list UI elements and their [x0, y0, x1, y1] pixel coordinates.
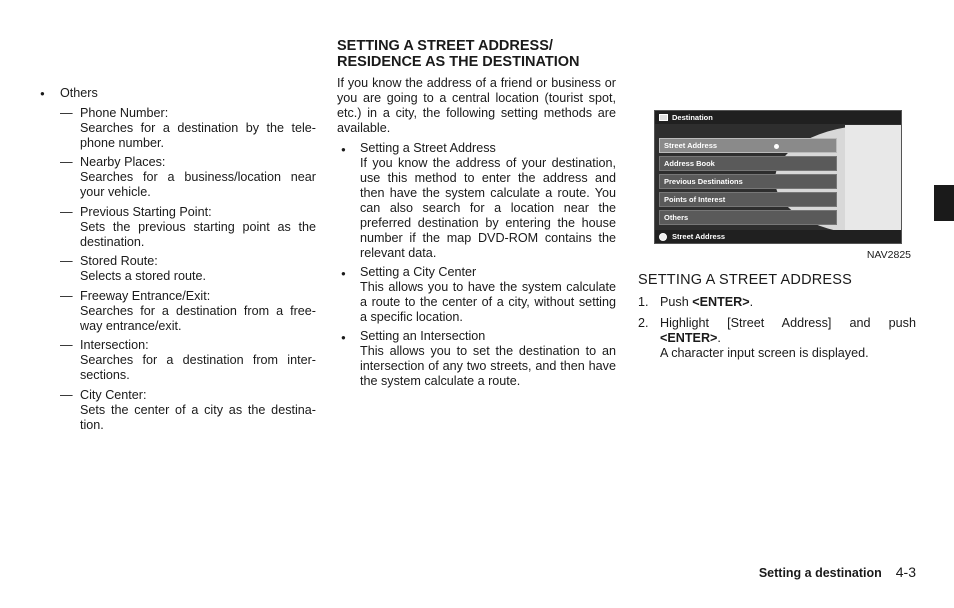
heading-line: SETTING A STREET ADDRESS/: [337, 38, 553, 54]
section-heading: [337, 38, 616, 70]
item-description: Sets the center of a city as the destina-tion.: [80, 402, 316, 432]
step-result: A character input screen is displayed.: [660, 346, 869, 360]
item-description: Selects a stored route.: [80, 269, 207, 283]
dash-mark: —: [60, 155, 73, 169]
list-item: [337, 329, 616, 389]
item-description: Searches for a destination by the tele-phone number.: [80, 120, 316, 150]
dash-mark: —: [60, 288, 73, 303]
screen-title-bar: [655, 111, 901, 124]
step-text-part: Highlight [Street Address] and push: [660, 316, 916, 330]
screen-title: Destination: [672, 113, 713, 122]
step-text: [660, 316, 916, 346]
dash-mark: —: [60, 254, 73, 268]
heading-line: RESIDENCE AS THE DESTINATION: [337, 54, 580, 70]
bullet-description: If you know the address of your destination, use this method to enter the address and then have the system calculate a route. You can also search for a location near the preferred destination by entering the house number if the map DVD-ROM contains the relevant data.: [360, 156, 616, 260]
page-footer: [759, 564, 916, 580]
right-column: [638, 272, 916, 367]
menu-item-points-of-interest: Points of Interest: [659, 192, 837, 207]
step-2: [638, 316, 916, 361]
list-item: [40, 388, 316, 433]
navigation-screen-figure: [654, 110, 902, 244]
dash-mark: —: [60, 105, 73, 120]
item-description: Sets the previous starting point as the destination.: [80, 219, 316, 249]
list-item: [40, 106, 316, 151]
step-text-part: Push: [660, 295, 693, 309]
list-item: [40, 155, 316, 200]
item-label: Freeway Entrance/Exit:: [80, 288, 211, 303]
list-item: [40, 289, 316, 334]
list-item: [40, 338, 316, 383]
selection-dot: [774, 144, 779, 149]
step-number: 1.: [638, 295, 649, 309]
item-label: City Center:: [80, 387, 147, 402]
intro-paragraph: If you know the address of a friend or business or you are going to a central location (tourist spot, etc.) in a city, the following setting methods are available.: [337, 76, 616, 135]
list-item: [40, 205, 316, 250]
bullet-label: ● Setting a Street Address: [360, 141, 496, 155]
list-item: [337, 265, 616, 325]
item-label: Nearby Places:: [80, 155, 166, 169]
left-column: [40, 86, 316, 433]
step-text-end: .: [749, 295, 754, 309]
map-edge: [845, 125, 902, 235]
list-item: [40, 254, 316, 284]
bullet-label: ● Setting a City Center: [360, 265, 477, 279]
step-number: 2.: [638, 316, 649, 330]
others-bullet: ● Others: [40, 86, 316, 101]
item-label: Stored Route:: [80, 254, 158, 268]
screen-menu: [659, 138, 837, 228]
info-icon: [659, 233, 667, 241]
item-description: Searches for a destination from inter-sections.: [80, 353, 316, 382]
dash-mark: —: [60, 338, 73, 352]
item-label: Previous Starting Point:: [80, 204, 212, 219]
step-text-end: .: [717, 331, 721, 345]
item-description: Searches for a business/location near your vehicle.: [80, 170, 316, 199]
item-description: Searches for a destination from a free-way entrance/exit.: [80, 303, 316, 333]
step-1: [638, 295, 916, 310]
menu-item-others: Others: [659, 210, 837, 225]
footer-title: Setting a destination: [758, 566, 882, 580]
middle-column: [337, 38, 616, 393]
menu-item-address-book: Address Book: [659, 156, 837, 171]
bullet-description: This allows you to set the destination to an intersection of any two streets, and then have the system calculate a route.: [360, 344, 616, 388]
list-item: [337, 141, 616, 261]
menu-item-street-address: Street Address: [659, 138, 837, 153]
bullet-label: ● Setting an Intersection: [360, 329, 486, 343]
item-label: Phone Number:: [80, 105, 169, 120]
item-label: Intersection:: [80, 338, 149, 352]
dash-mark: —: [60, 204, 73, 219]
screen-status-bar: [655, 230, 901, 243]
section-tab: [934, 185, 954, 221]
enter-key: <ENTER>: [692, 295, 750, 309]
flag-icon: [659, 114, 668, 121]
bullet-description: This allows you to have the system calculate a route to the center of a city, without setting a specific location.: [360, 280, 616, 324]
subsection-heading: SETTING A STREET ADDRESS: [638, 272, 853, 288]
dash-mark: —: [60, 387, 73, 402]
page-number: 4-3: [895, 564, 916, 580]
figure-caption: NAV2825: [866, 249, 911, 261]
enter-key: <ENTER>: [660, 331, 718, 345]
step-text: [660, 295, 916, 310]
screen-status: Street Address: [672, 232, 726, 241]
menu-item-previous-destinations: Previous Destinations: [659, 174, 837, 189]
